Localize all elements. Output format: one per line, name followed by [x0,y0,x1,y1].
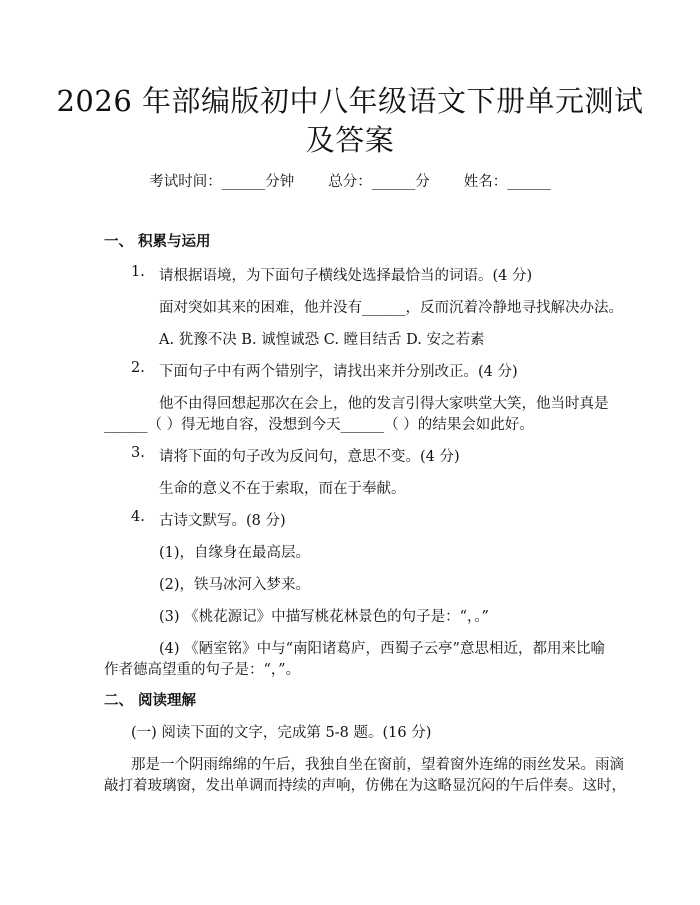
question-1-sentence: 面对突如其来的困难，他并没有______，反而沉着冷静地寻找解决办法。 [159,300,623,316]
reading-passage-line-2: 敲打着玻璃窗，发出单调而持续的声响，仿佛在为这略显沉闷的午后伴奏。这时， [104,778,626,794]
section-heading-2 [104,689,196,710]
document-title-line-1: 2026 年部编版初中八年级语文下册单元测试 [56,84,644,118]
question-3-sentence: 生命的意义不在于索取，而在于奉献。 [159,481,406,497]
question-number-2: 2. [131,360,145,376]
question-2-prompt: 下面句子中有两个错别字，请找出来并分别改正。(4 分) [159,364,518,380]
question-3-prompt: 请将下面的句子改为反问句，意思不变。(4 分) [159,449,460,465]
question-2-sentence-line-1: 他不由得回想起那次在会上，他的发言引得大家哄堂大笑，他当时真是 [159,396,609,412]
question-4-item-2: (2)，铁马冰河入梦来。 [159,577,311,593]
total-score-field: 总分：______分 [328,174,430,190]
section-number: 二、 [104,693,133,709]
question-4-prompt: 古诗文默写。(8 分) [159,513,286,529]
question-1-options: A. 犹豫不决 B. 诚惶诚恐 C. 瞠目结舌 D. 安之若素 [159,332,485,348]
question-number-4: 4. [131,509,145,525]
question-1-prompt: 请根据语境，为下面句子横线处选择最恰当的词语。(4 分) [159,268,533,284]
reading-subheading: (一) 阅读下面的文字，完成第 5-8 题。(16 分) [131,725,432,741]
question-4-item-1: (1)，自缘身在最高层。 [159,545,311,561]
reading-passage-line-1: 那是一个阴雨绵绵的午后，我独自坐在窗前，望着窗外连绵的雨丝发呆。雨滴 [131,757,624,773]
question-number-3: 3. [131,445,145,461]
question-4-item-4-line-2: 作者德高望重的句子是：“，”。 [104,662,301,678]
section-title: 积累与运用 [138,234,211,250]
exam-time-field: 考试时间：______分钟 [149,174,295,190]
document-title-line-2: 及答案 [305,123,395,157]
question-2-sentence-line-2: ______（ ）得无地自容，没想到今天______（ ）的结果会如此好。 [104,417,534,433]
question-4-item-3: (3) 《桃花源记》中描写桃花林景色的句子是：“，。” [159,609,489,625]
section-number: 一、 [104,234,133,250]
section-title: 阅读理解 [138,693,196,709]
exam-info-line [0,170,700,191]
section-heading-1 [104,230,211,251]
question-4-item-4-line-1: (4) 《陋室铭》中与“南阳诸葛庐，西蜀子云亭”意思相近，都用来比喻 [159,641,605,657]
question-number-1: 1. [131,264,145,280]
student-name-field: 姓名：______ [463,174,551,190]
